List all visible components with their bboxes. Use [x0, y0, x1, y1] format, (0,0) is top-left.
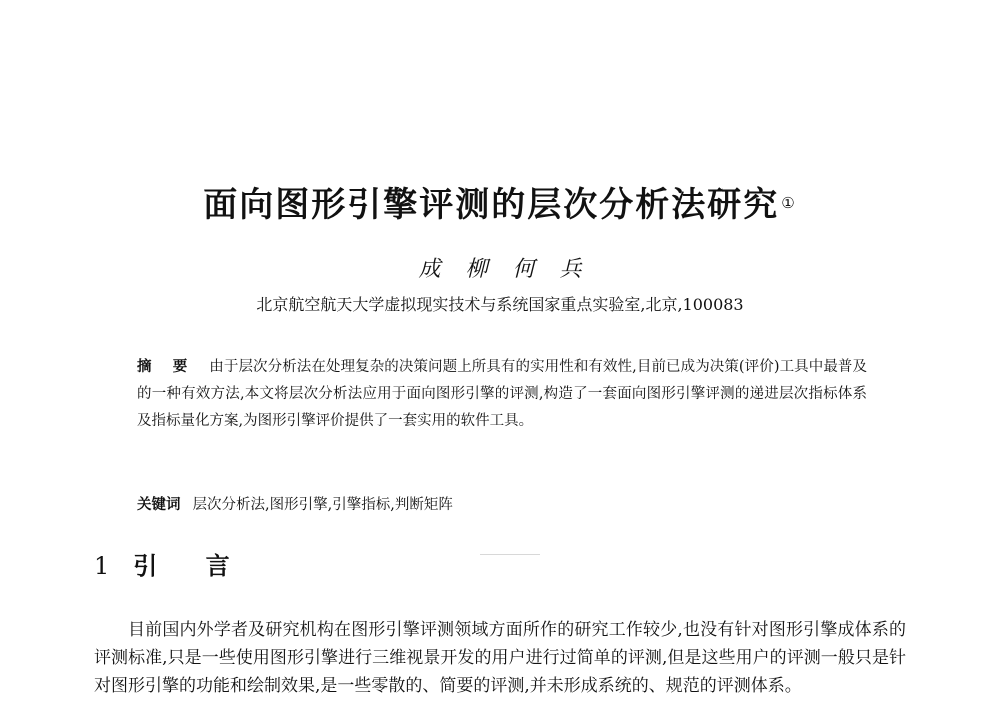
- section-title: 引 言: [133, 552, 250, 580]
- keywords-label: 关键词: [137, 496, 181, 513]
- keywords-text: 层次分析法,图形引擎,引擎指标,判断矩阵: [192, 497, 453, 513]
- body-paragraph: 目前国内外学者及研究机构在图形引擎评测领域方面所作的研究工作较少,也没有针对图形引擎成体系的评测标准,只是一些使用图形引擎进行三维视景开发的用户进行过简单的评测,但是这些用户的评测一般只是针对图形引擎的功能和绘制效果,是一些零散的、简要的评测,并未形成系统的、规范的评测体系。: [94, 620, 906, 696]
- section-number: 1: [94, 552, 110, 580]
- section-heading: [94, 549, 250, 583]
- abstract: [137, 353, 867, 435]
- divider-mark: [480, 554, 540, 555]
- abstract-text: 由于层次分析法在处理复杂的决策问题上所具有的实用性和有效性,目前已成为决策(评价)工具中最普及的一种有效方法,本文将层次分析法应用于面向图形引擎的评测,构造了一套面向图形引擎评测的递进层次指标体系及指标量化方案,为图形引擎评价提供了一套实用的软件工具。: [137, 359, 867, 429]
- keywords: [137, 492, 867, 518]
- title-footnote-mark: ①: [781, 194, 797, 212]
- paper-title-text: 面向图形引擎评测的层次分析法研究: [203, 185, 780, 225]
- abstract-label: 摘 要: [137, 358, 196, 375]
- paper-affiliation: 北京航空航天大学虚拟现实技术与系统国家重点实验室,北京,100083: [256, 295, 744, 314]
- paper-title: [0, 183, 1000, 227]
- paper-authors: 成 柳 何 兵: [418, 257, 582, 282]
